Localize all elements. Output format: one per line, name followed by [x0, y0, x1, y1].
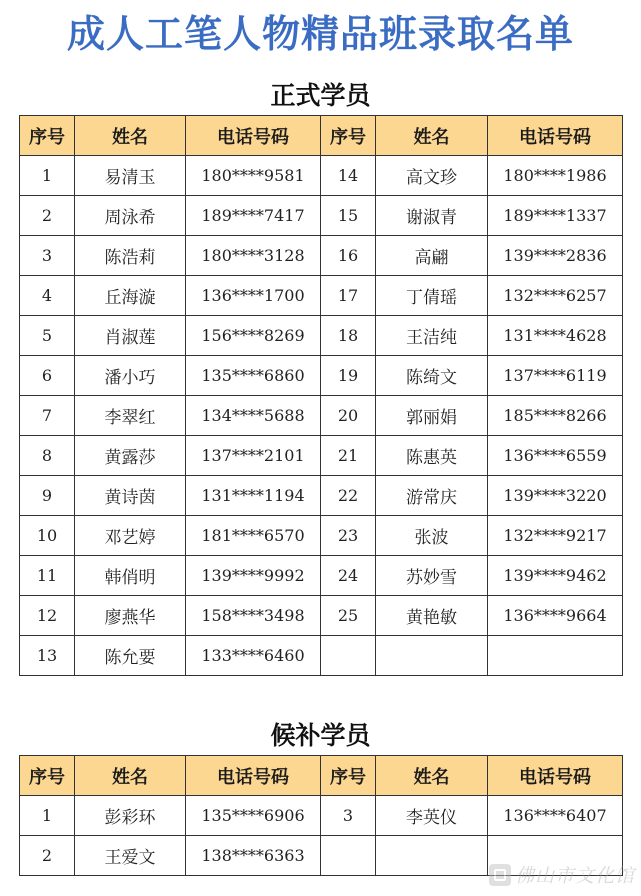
cell-phone: 136****1700	[186, 276, 321, 316]
cell-no: 5	[20, 316, 75, 356]
table-row	[20, 476, 623, 516]
cell-name: 谢淑青	[376, 196, 488, 236]
cell-name: 彭彩环	[75, 796, 186, 836]
cell-phone: 189****7417	[186, 196, 321, 236]
cell-name: 张波	[376, 516, 488, 556]
table-row	[20, 236, 623, 276]
cell-name: 郭丽娟	[376, 396, 488, 436]
cell-no: 17	[321, 276, 376, 316]
table-row	[20, 316, 623, 356]
cell-no: 1	[20, 796, 75, 836]
cell-phone: 139****9462	[488, 556, 623, 596]
cell-name: 潘小巧	[75, 356, 186, 396]
cell-no	[321, 636, 376, 676]
cell-phone: 137****2101	[186, 436, 321, 476]
header-no: 序号	[20, 756, 75, 796]
cell-phone: 181****6570	[186, 516, 321, 556]
cell-phone: 133****6460	[186, 636, 321, 676]
cell-phone: 131****1194	[186, 476, 321, 516]
cell-name: 黄诗茵	[75, 476, 186, 516]
logo-icon	[489, 864, 511, 886]
cell-name: 王爱文	[75, 836, 186, 876]
cell-no: 14	[321, 156, 376, 196]
table-header-row	[20, 756, 623, 796]
watermark	[489, 861, 635, 888]
cell-no: 13	[20, 636, 75, 676]
cell-name: 高文珍	[376, 156, 488, 196]
cell-name: 苏妙雪	[376, 556, 488, 596]
cell-name: 王洁纯	[376, 316, 488, 356]
header-name: 姓名	[75, 756, 186, 796]
cell-phone: 138****6363	[186, 836, 321, 876]
header-name: 姓名	[75, 116, 186, 156]
cell-no: 23	[321, 516, 376, 556]
cell-no: 1	[20, 156, 75, 196]
cell-phone: 180****9581	[186, 156, 321, 196]
table-row	[20, 596, 623, 636]
cell-phone: 135****6906	[186, 796, 321, 836]
cell-name: 周泳希	[75, 196, 186, 236]
cell-phone: 134****5688	[186, 396, 321, 436]
table-header-row	[20, 116, 623, 156]
cell-no: 12	[20, 596, 75, 636]
cell-name: 李英仪	[376, 796, 488, 836]
cell-name: 高翩	[376, 236, 488, 276]
cell-phone: 189****1337	[488, 196, 623, 236]
cell-phone: 139****3220	[488, 476, 623, 516]
cell-name: 肖淑莲	[75, 316, 186, 356]
cell-phone: 137****6119	[488, 356, 623, 396]
cell-no: 2	[20, 196, 75, 236]
cell-no: 2	[20, 836, 75, 876]
header-name: 姓名	[376, 756, 488, 796]
cell-name: 邓艺婷	[75, 516, 186, 556]
cell-no	[321, 836, 376, 876]
cell-no: 19	[321, 356, 376, 396]
cell-phone: 158****3498	[186, 596, 321, 636]
cell-phone: 132****9217	[488, 516, 623, 556]
watermark-text: 佛山市文化馆	[514, 865, 635, 887]
cell-phone: 132****6257	[488, 276, 623, 316]
cell-no: 6	[20, 356, 75, 396]
cell-no: 16	[321, 236, 376, 276]
table-row	[20, 516, 623, 556]
header-phone: 电话号码	[488, 116, 623, 156]
cell-name: 黄露莎	[75, 436, 186, 476]
cell-phone: 139****9992	[186, 556, 321, 596]
cell-name: 游常庆	[376, 476, 488, 516]
formal-student-table	[19, 115, 623, 676]
cell-name: 廖燕华	[75, 596, 186, 636]
cell-phone: 180****3128	[186, 236, 321, 276]
cell-no: 9	[20, 476, 75, 516]
cell-no: 24	[321, 556, 376, 596]
cell-no: 7	[20, 396, 75, 436]
header-no: 序号	[20, 116, 75, 156]
page-title: 成人工笔人物精品班录取名单	[66, 12, 574, 56]
table-row	[20, 196, 623, 236]
cell-no: 3	[321, 796, 376, 836]
cell-name: 陈绮文	[376, 356, 488, 396]
cell-phone: 180****1986	[488, 156, 623, 196]
table-row	[20, 396, 623, 436]
header-phone: 电话号码	[488, 756, 623, 796]
cell-phone: 156****8269	[186, 316, 321, 356]
cell-phone: 136****9664	[488, 596, 623, 636]
cell-name: 陈允要	[75, 636, 186, 676]
header-name: 姓名	[376, 116, 488, 156]
table-row	[20, 796, 623, 836]
cell-no: 22	[321, 476, 376, 516]
header-phone: 电话号码	[186, 116, 321, 156]
waitlist-section-title: 候补学员	[270, 721, 371, 750]
cell-name: 丘海漩	[75, 276, 186, 316]
cell-name: 陈浩莉	[75, 236, 186, 276]
table-row	[20, 636, 623, 676]
cell-name: 易清玉	[75, 156, 186, 196]
cell-no: 10	[20, 516, 75, 556]
table-row	[20, 356, 623, 396]
cell-phone	[488, 636, 623, 676]
cell-phone: 185****8266	[488, 396, 623, 436]
cell-no: 4	[20, 276, 75, 316]
cell-phone: 139****2836	[488, 236, 623, 276]
table-row	[20, 556, 623, 596]
formal-section-title: 正式学员	[270, 81, 371, 110]
cell-phone: 135****6860	[186, 356, 321, 396]
cell-name: 韩俏明	[75, 556, 186, 596]
cell-name: 陈惠英	[376, 436, 488, 476]
cell-name: 李翠红	[75, 396, 186, 436]
cell-no: 21	[321, 436, 376, 476]
cell-no: 20	[321, 396, 376, 436]
cell-no: 3	[20, 236, 75, 276]
table-row	[20, 156, 623, 196]
cell-name: 黄艳敏	[376, 596, 488, 636]
cell-name	[376, 636, 488, 676]
header-no: 序号	[321, 756, 376, 796]
header-phone: 电话号码	[186, 756, 321, 796]
cell-no: 18	[321, 316, 376, 356]
cell-no: 25	[321, 596, 376, 636]
cell-name: 丁倩瑶	[376, 276, 488, 316]
cell-name	[376, 836, 488, 876]
waitlist-student-table	[19, 755, 623, 876]
cell-phone: 136****6407	[488, 796, 623, 836]
cell-no: 8	[20, 436, 75, 476]
table-row	[20, 436, 623, 476]
cell-phone: 131****4628	[488, 316, 623, 356]
header-no: 序号	[321, 116, 376, 156]
table-row	[20, 276, 623, 316]
cell-no: 11	[20, 556, 75, 596]
cell-phone: 136****6559	[488, 436, 623, 476]
cell-no: 15	[321, 196, 376, 236]
